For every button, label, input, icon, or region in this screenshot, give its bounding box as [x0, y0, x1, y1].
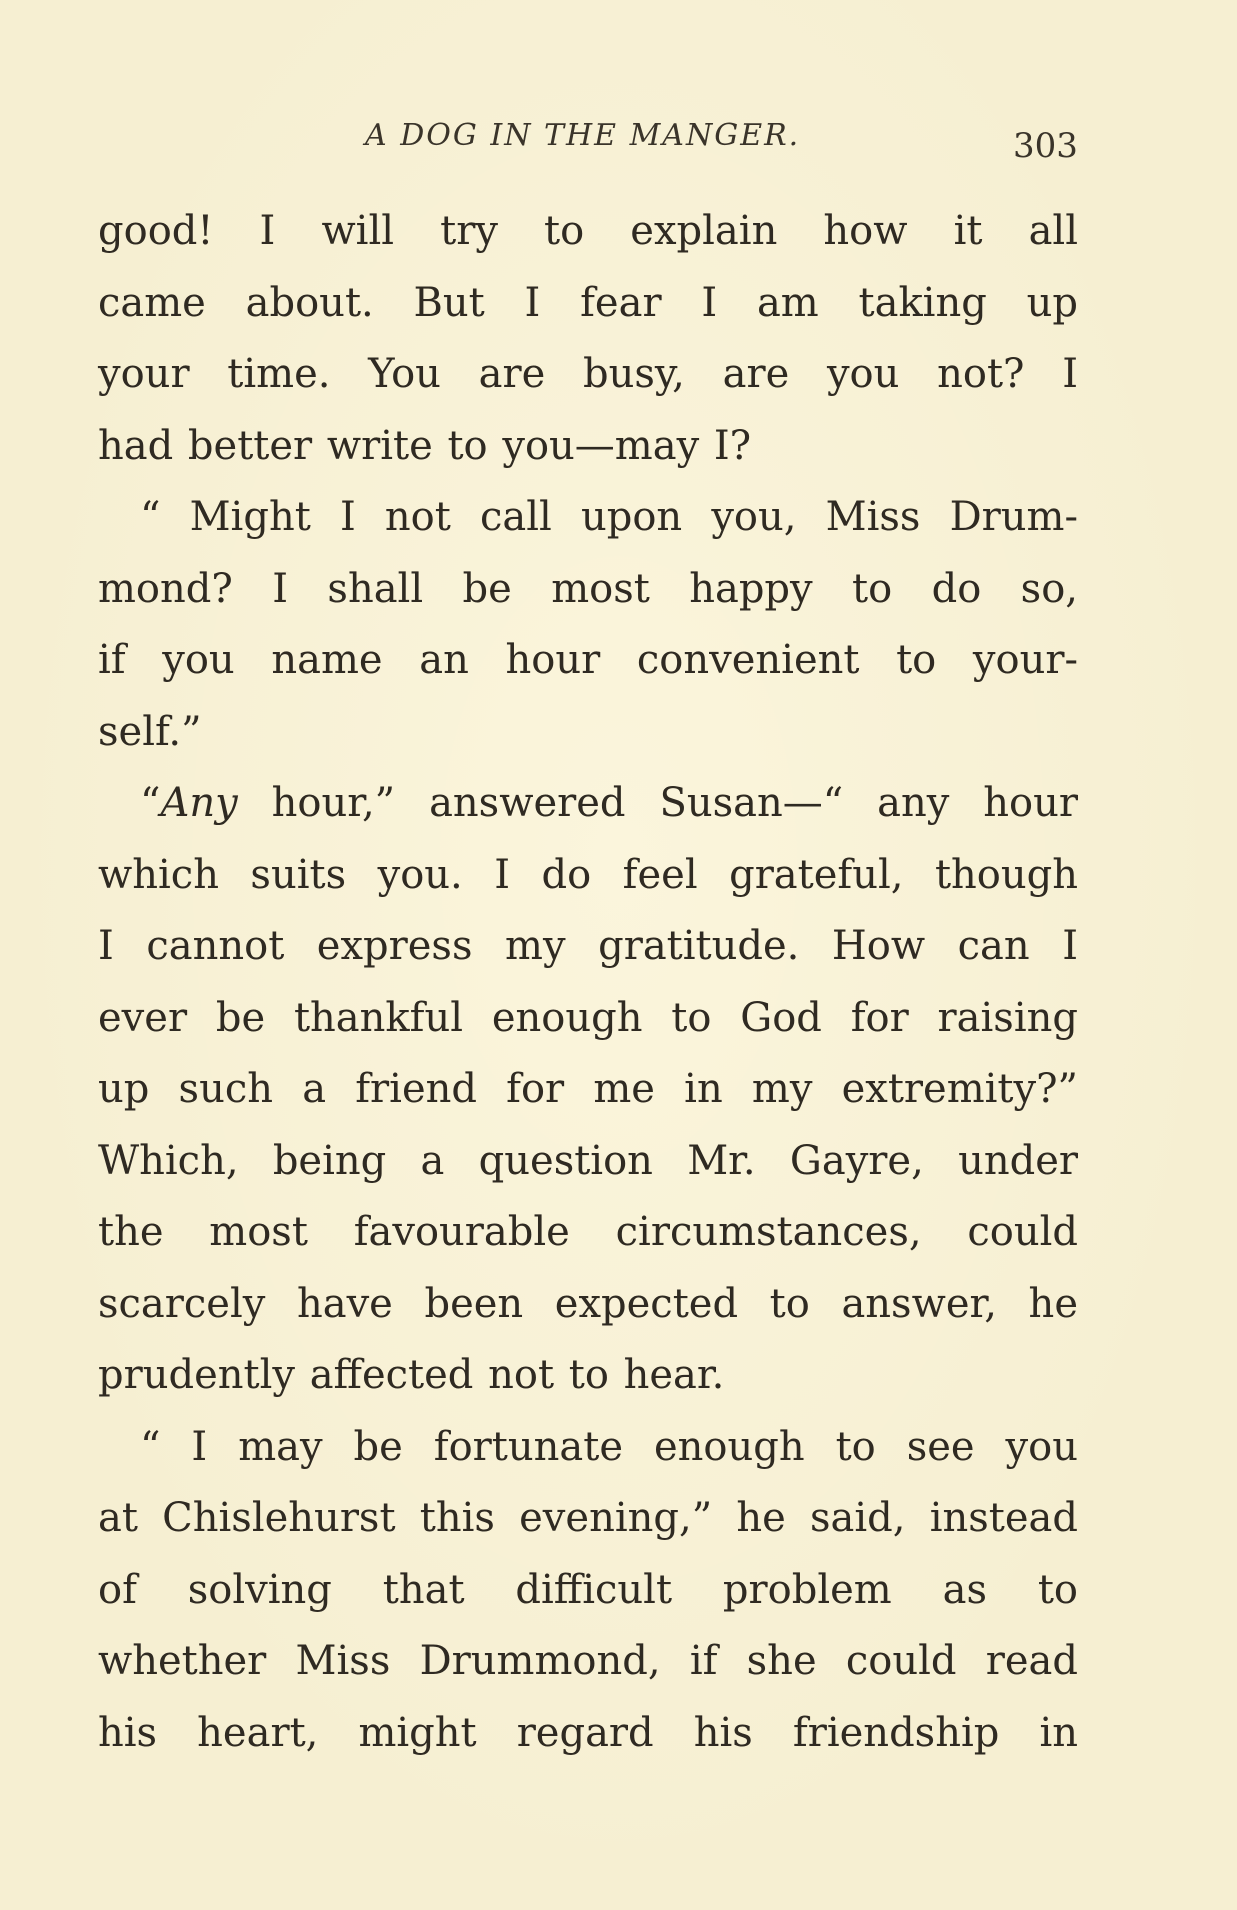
- text-line: had better write to you—may I?: [98, 422, 752, 469]
- text-line: self.”: [98, 708, 202, 755]
- text-line: if you name an hour convenient to your-: [98, 637, 1078, 683]
- text-line: ever be thankful enough to God for raising: [98, 994, 1078, 1041]
- text-line: which suits you. I do feel grateful, though: [98, 851, 1078, 898]
- text-line: I cannot express my gratitude. How can I: [98, 923, 1078, 969]
- text-line: your time. You are busy, are you not? I: [98, 351, 1078, 397]
- text-line: whether Miss Drummond, if she could read: [98, 1638, 1078, 1684]
- text-line: good! I will try to explain how it all: [98, 208, 1078, 254]
- text-line: the most favourable circumstances, could: [98, 1209, 1078, 1255]
- running-title: A DOG IN THE MANGER.: [365, 118, 801, 153]
- text-line: “ Might I not call upon you, Miss Drum-: [140, 494, 1078, 540]
- text-line: “ I may be fortunate enough to see you: [140, 1423, 1078, 1470]
- text-line: at Chislehurst this evening,” he said, instead: [98, 1495, 1078, 1541]
- text-line: up such a friend for me in my extremity?”: [98, 1066, 1078, 1112]
- running-head: [0, 118, 1237, 168]
- text-line: scarcely have been expected to answer, he: [98, 1280, 1078, 1327]
- body-text: [98, 196, 1078, 1769]
- text-line-mixed: [98, 768, 1078, 840]
- text-line: his heart, might regard his friendship in: [98, 1709, 1078, 1756]
- page-number: 303: [1013, 126, 1078, 166]
- text-line: mond? I shall be most happy to do so,: [98, 565, 1078, 612]
- italic-word: Any: [160, 780, 238, 826]
- open-quote: “: [140, 780, 161, 826]
- text-line: Which, being a question Mr. Gayre, under: [98, 1137, 1078, 1184]
- text-line: of solving that difficult problem as to: [98, 1566, 1078, 1613]
- line-remainder: hour,” answered Susan—“ any hour: [237, 780, 1078, 826]
- text-line: came about. But I fear I am taking up: [98, 279, 1078, 326]
- text-line: prudently affected not to hear.: [98, 1352, 725, 1398]
